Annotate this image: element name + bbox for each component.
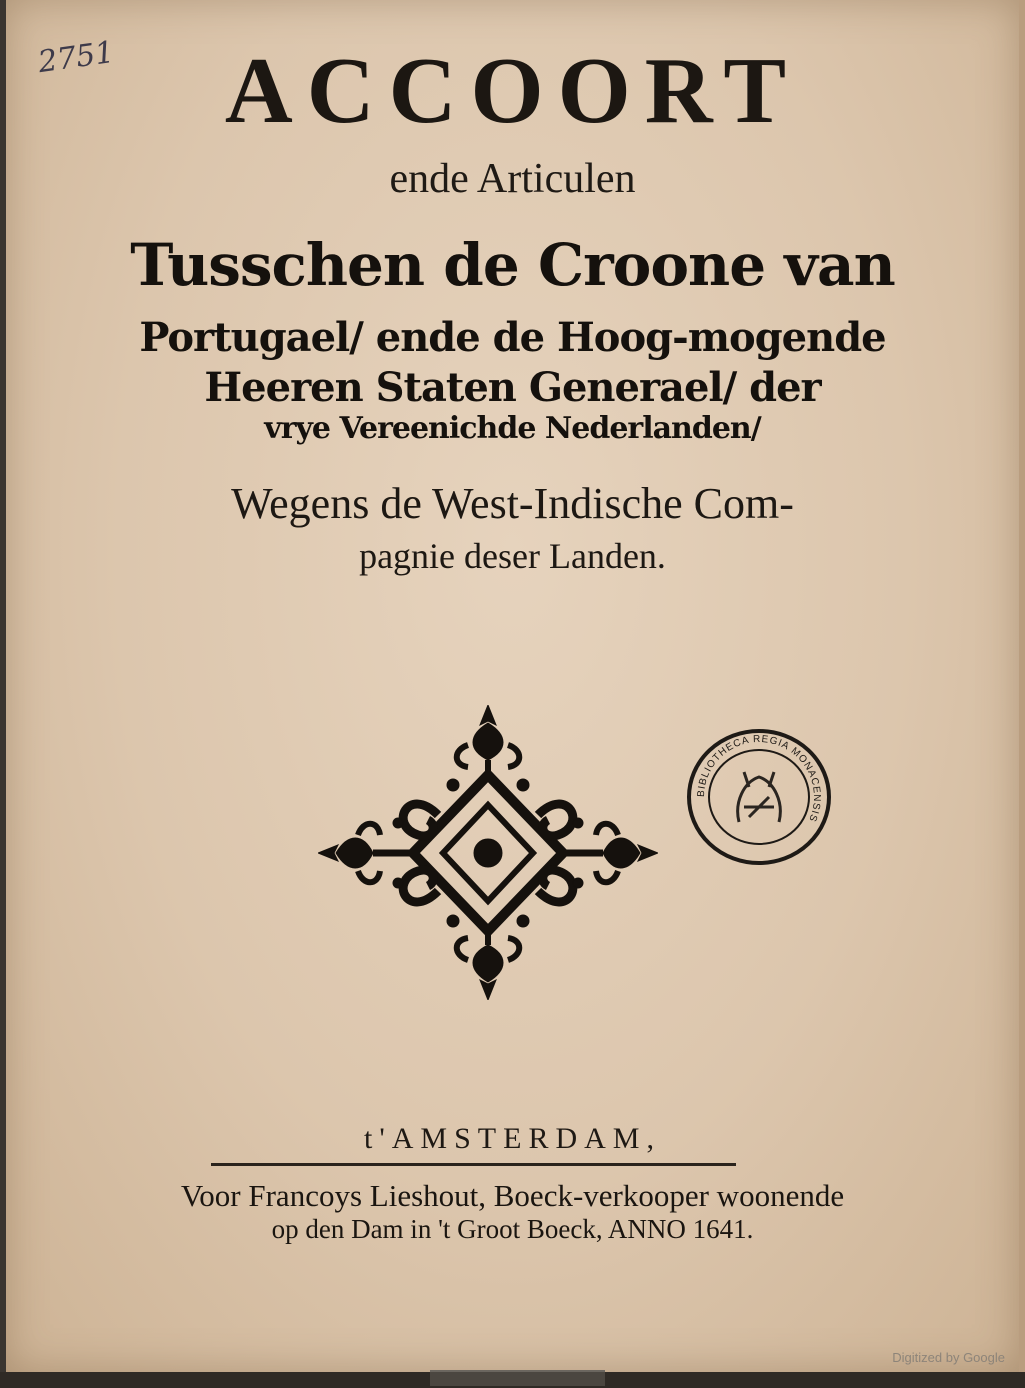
imprint-line-2: op den Dam in 't Groot Boeck, ANNO 1641. (271, 1214, 754, 1244)
blackletter-line-1: Tusschen de Croone van (130, 231, 895, 299)
digitization-watermark: Digitized by Google (892, 1350, 1005, 1365)
roman-line-1: Wegens de West-Indische Com- (231, 479, 794, 528)
page-title: ACCOORT (224, 39, 801, 143)
title-page (6, 0, 1025, 1376)
subtitle: ende Articulen (389, 156, 636, 202)
blackletter-line-2: Portugael/ ende de Hoog-mogende (139, 314, 886, 361)
library-stamp-icon (684, 727, 834, 867)
binding-mark (430, 1370, 605, 1386)
imprint-city: t'AMSTERDAM, (364, 1122, 661, 1155)
printer-fleuron-ornament-icon (318, 705, 658, 1000)
roman-line-2: pagnie deser Landen. (359, 536, 666, 576)
imprint-rule (211, 1163, 736, 1166)
handwritten-shelfmark: 2751 (35, 34, 117, 81)
imprint-line-1: Voor Francoys Lieshout, Boeck-verkooper woonende (180, 1178, 845, 1213)
blackletter-line-3: Heeren Staten Generael/ der (204, 364, 821, 411)
stamp-text: BIBLIOTHECA REGIA MONACENSIS (695, 733, 823, 824)
blackletter-line-4: vrye Vereenichde Nederlanden/ (264, 411, 761, 446)
